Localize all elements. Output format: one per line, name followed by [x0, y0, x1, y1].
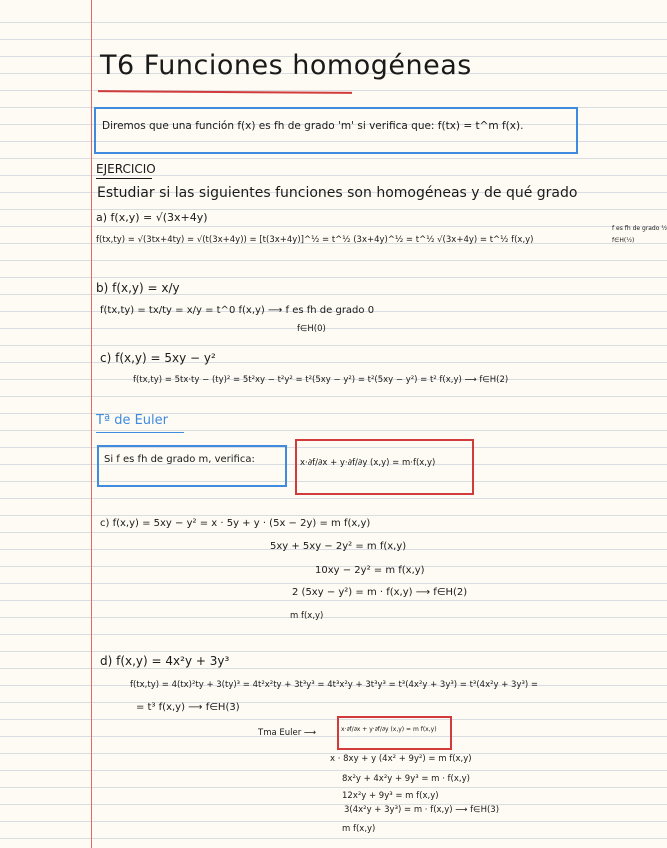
- part-c2-line5: m f(x,y): [290, 611, 324, 621]
- part-c-function: c) f(x,y) = 5xy − y²: [100, 351, 216, 365]
- notebook-margin-line: [91, 0, 92, 848]
- theorem-statement-box: [97, 445, 287, 487]
- title-underline: [98, 90, 352, 94]
- part-a-derivation: f(tx,ty) = √(3tx+4ty) = √(t(3x+4y)) = [t(3x+4y)]^½ = t^½ (3x+4y)^½ = t^½ √(3x+4y) = t^½ f(x,y): [96, 235, 534, 245]
- exercise-heading-underline: [96, 178, 152, 179]
- part-d-line4: x · 8xy + y (4x² + 9y²) = m f(x,y): [330, 754, 472, 764]
- part-b-derivation: f(tx,ty) = tx/ty = x/y = t^0 f(x,y) ⟶ f es fh de grado 0: [100, 305, 375, 316]
- part-c2-line2: 5xy + 5xy − 2y² = m f(x,y): [270, 541, 407, 552]
- part-d-line5: 8x²y + 4x²y + 9y³ = m · f(x,y): [342, 774, 470, 784]
- part-d-euler-box: [337, 716, 452, 750]
- part-c2-line3: 10xy − 2y² = m f(x,y): [315, 565, 425, 576]
- part-d-euler-formula: x·∂f/∂x + y·∂f/∂y (x,y) = m f(x,y): [341, 726, 437, 733]
- theorem-title: Tª de Euler: [96, 413, 168, 428]
- part-c-derivation: f(tx,ty) = 5tx·ty − (ty)² = 5t²xy − t²y² = t²(5xy − y²) = t²(5xy − y²) = t² f(x,y) ⟶ f∈H(2): [133, 375, 509, 385]
- part-d-line7: 3(4x²y + 3y³) = m · f(x,y) ⟶ f∈H(3): [344, 805, 500, 815]
- part-d-euler-label: Tma Euler ⟶: [258, 728, 317, 738]
- theorem-formula: x·∂f/∂x + y·∂f/∂y (x,y) = m·f(x,y): [300, 458, 436, 468]
- part-a-note-class: f∈H(½): [612, 237, 635, 244]
- part-c2-line4: 2 (5xy − y²) = m · f(x,y) ⟶ f∈H(2): [292, 587, 468, 598]
- part-d-derivation: f(tx,ty) = 4(tx)²ty + 3(ty)³ = 4t²x²ty + 3t³y³ = 4t³x²y + 3t³y³ = t³(4x²y + 3y³) = t³(4x²y + 3y³) =: [130, 680, 539, 690]
- part-d-line6: 12x²y + 9y³ = m f(x,y): [342, 791, 439, 801]
- definition-text: Diremos que una función f(x) es fh de grado 'm' si verifica que: f(tx) = t^m f(x).: [102, 120, 524, 132]
- part-d-function: d) f(x,y) = 4x²y + 3y³: [100, 654, 230, 668]
- exercise-heading: EJERCICIO: [96, 162, 156, 176]
- part-d-result: = t³ f(x,y) ⟶ f∈H(3): [136, 702, 240, 713]
- theorem-title-underline: [96, 432, 184, 433]
- part-a-function: a) f(x,y) = √(3x+4y): [96, 211, 208, 224]
- theorem-statement: Si f es fh de grado m, verifica:: [104, 454, 255, 465]
- part-c2-line1: c) f(x,y) = 5xy − y² = x · 5y + y · (5x − 2y) = m f(x,y): [100, 518, 371, 529]
- page-title: T6 Funciones homogéneas: [100, 50, 472, 81]
- part-d-line8: m f(x,y): [342, 824, 376, 834]
- part-a-note-grade: f es fh de grado ½: [612, 225, 667, 232]
- part-b-class: f∈H(0): [297, 324, 326, 334]
- exercise-statement: Estudiar si las siguientes funciones son homogéneas y de qué grado: [97, 185, 578, 201]
- part-b-function: b) f(x,y) = x/y: [96, 281, 180, 295]
